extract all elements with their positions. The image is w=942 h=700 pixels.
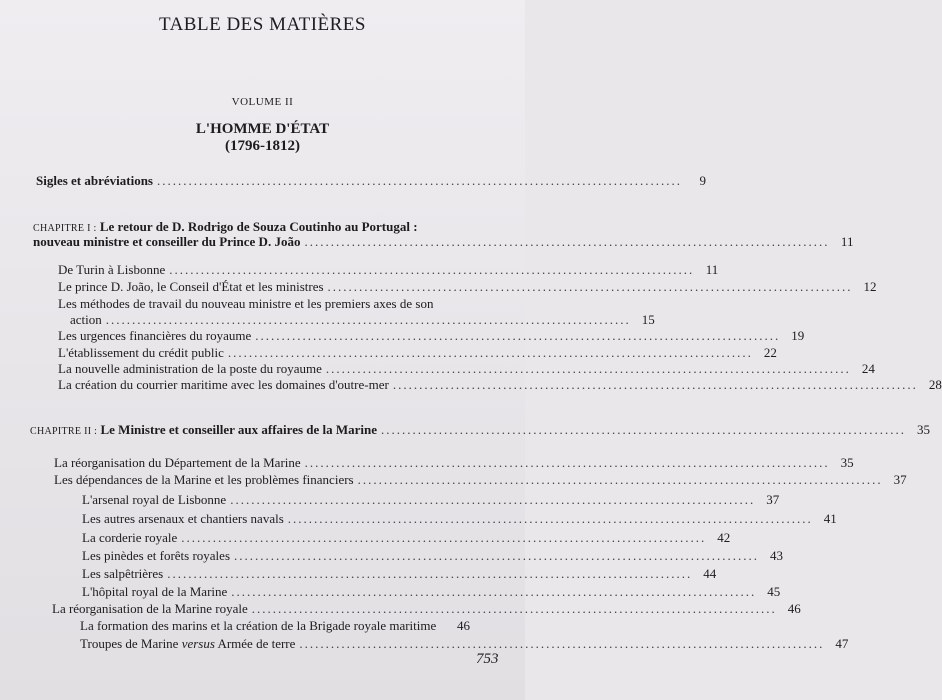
toc-entry	[54, 472, 907, 488]
toc-entry-label: Les salpêtrières	[82, 566, 164, 581]
dot-leader: ....................................................................................................	[304, 455, 830, 470]
dot-leader: ....................................................................................................	[392, 377, 918, 392]
chapter2-page: 35	[917, 422, 931, 437]
chapter1-page: 11	[840, 234, 854, 249]
page-title: TABLE DES MATIÈRES	[159, 14, 366, 35]
toc-subentry	[82, 530, 731, 546]
toc-entry	[70, 312, 655, 328]
toc-entry-label: Les méthodes de travail du nouveau ministre et les premiers axes de son	[58, 296, 434, 311]
chapter1-prefix: CHAPITRE I :	[33, 223, 97, 234]
toc-entry-label: La création du courrier maritime avec les domaines d'outre-mer	[58, 377, 389, 392]
toc-entry	[58, 361, 875, 377]
toc-entry-label: L'établissement du crédit public	[58, 345, 224, 360]
toc-entry-label: La corderie royale	[82, 530, 178, 545]
toc-entry-page: 35	[840, 455, 854, 470]
dot-leader: ....................................................................................................	[231, 584, 757, 599]
toc-entry-page: 9	[699, 173, 706, 188]
toc-entry-label: Les urgences financières du royaume	[58, 328, 252, 343]
dot-leader: ....................................................................................................	[157, 173, 682, 188]
toc-entry-label: La formation des marins et la création de la Brigade royale maritime	[80, 618, 437, 633]
toc-entry-page: 24	[861, 361, 875, 376]
dot-leader: ....................................................................................................	[251, 601, 777, 616]
dot-leader: ....................................................................................................	[255, 328, 781, 343]
dot-leader: ....................................................................................................	[234, 548, 760, 563]
toc-entry	[58, 345, 777, 361]
part-heading: L'HOMME D'ÉTAT	[195, 121, 330, 137]
toc-entry	[58, 328, 805, 344]
toc-entry-page: 47	[835, 636, 849, 651]
toc-entry-label: Troupes de Marine versus Armée de terre	[80, 636, 296, 651]
part-dates: (1796-1812)	[225, 138, 300, 154]
toc-entry-label: Sigles et abréviations	[36, 173, 153, 188]
toc-entry	[54, 455, 854, 471]
toc-entry-label: L'arsenal royal de Lisbonne	[82, 492, 227, 507]
toc-entry-label: Les pinèdes et forêts royales	[82, 548, 231, 563]
chapter2-heading	[30, 422, 931, 440]
chapter1-title-continued: nouveau ministre et conseiller du Prince D. João	[33, 234, 301, 249]
toc-entry-page: 42	[717, 530, 731, 545]
toc-entry-page: 22	[763, 345, 777, 360]
toc-entry-label-continued: action	[70, 312, 102, 327]
dot-leader: ....................................................................................................	[327, 279, 853, 294]
dot-leader: ....................................................................................................	[357, 472, 883, 487]
toc-entry-label: Les autres arsenaux et chantiers navals	[82, 511, 284, 526]
toc-entry-label: La nouvelle administration de la poste du royaume	[58, 361, 322, 376]
toc-entry-page: 46	[457, 618, 470, 633]
toc-entry-page: 28	[928, 377, 942, 392]
toc-subentry	[82, 548, 784, 564]
toc-entry-label: La réorganisation de la Marine royale	[52, 601, 248, 616]
toc-entry-page: 11	[705, 262, 719, 277]
toc-subentry	[82, 511, 837, 527]
toc-entry-page: 44	[703, 566, 717, 581]
toc-entry	[52, 601, 801, 617]
toc-entry-page: 41	[823, 511, 837, 526]
toc-subentry	[80, 636, 849, 652]
toc-entry-sigles	[36, 173, 706, 189]
toc-entry-page: 37	[893, 472, 907, 487]
dot-leader: ....................................................................................................	[230, 492, 756, 507]
chapter1-title: Le retour de D. Rodrigo de Souza Coutinho au Portugal :	[99, 219, 418, 234]
dot-leader: ....................................................................................................	[299, 636, 825, 651]
toc-entry-page: 43	[770, 548, 784, 563]
toc-entry	[58, 279, 877, 295]
toc-entry-label: De Turin à Lisbonne	[58, 262, 166, 277]
toc-subentry	[82, 492, 780, 508]
toc-entry-page: 45	[767, 584, 781, 599]
dot-leader: ....................................................................................................	[181, 530, 707, 545]
toc-entry-label: L'hôpital royal de la Marine	[82, 584, 228, 599]
toc-entry-page: 46	[787, 601, 801, 616]
dot-leader: ....................................................................................................	[287, 511, 813, 526]
dot-leader: ....................................................................................................	[105, 312, 631, 327]
dot-leader: ....................................................................................................	[169, 262, 695, 277]
toc-entry-label: Les dépendances de la Marine et les problèmes financiers	[54, 472, 354, 487]
dot-leader: ....................................................................................................	[167, 566, 693, 581]
chapter2-title: Le Ministre et conseiller aux affaires de la Marine	[100, 422, 378, 437]
toc-entry-page: 19	[791, 328, 805, 343]
toc-entry-page: 37	[766, 492, 780, 507]
toc-entry-page: 12	[863, 279, 877, 294]
toc-entry	[58, 262, 719, 278]
toc-entry-label: Le prince D. João, le Conseil d'État et les ministres	[58, 279, 324, 294]
page-number: 753	[476, 651, 499, 667]
chapter1-title-line2	[33, 234, 854, 250]
dot-leader: ....................................................................................................	[227, 345, 753, 360]
toc-entry-page: 15	[641, 312, 655, 327]
toc-subentry	[80, 618, 470, 634]
toc-subentry	[82, 566, 717, 582]
dot-leader: ....................................................................................................	[325, 361, 851, 376]
toc-entry-label: La réorganisation du Département de la Marine	[54, 455, 301, 470]
toc-subentry	[82, 584, 781, 600]
volume-label: VOLUME II	[231, 96, 294, 108]
toc-entry	[58, 377, 942, 393]
chapter2-prefix: CHAPITRE II :	[30, 426, 98, 437]
dot-leader: ....................................................................................................	[381, 422, 907, 437]
dot-leader: ....................................................................................................	[304, 234, 830, 249]
